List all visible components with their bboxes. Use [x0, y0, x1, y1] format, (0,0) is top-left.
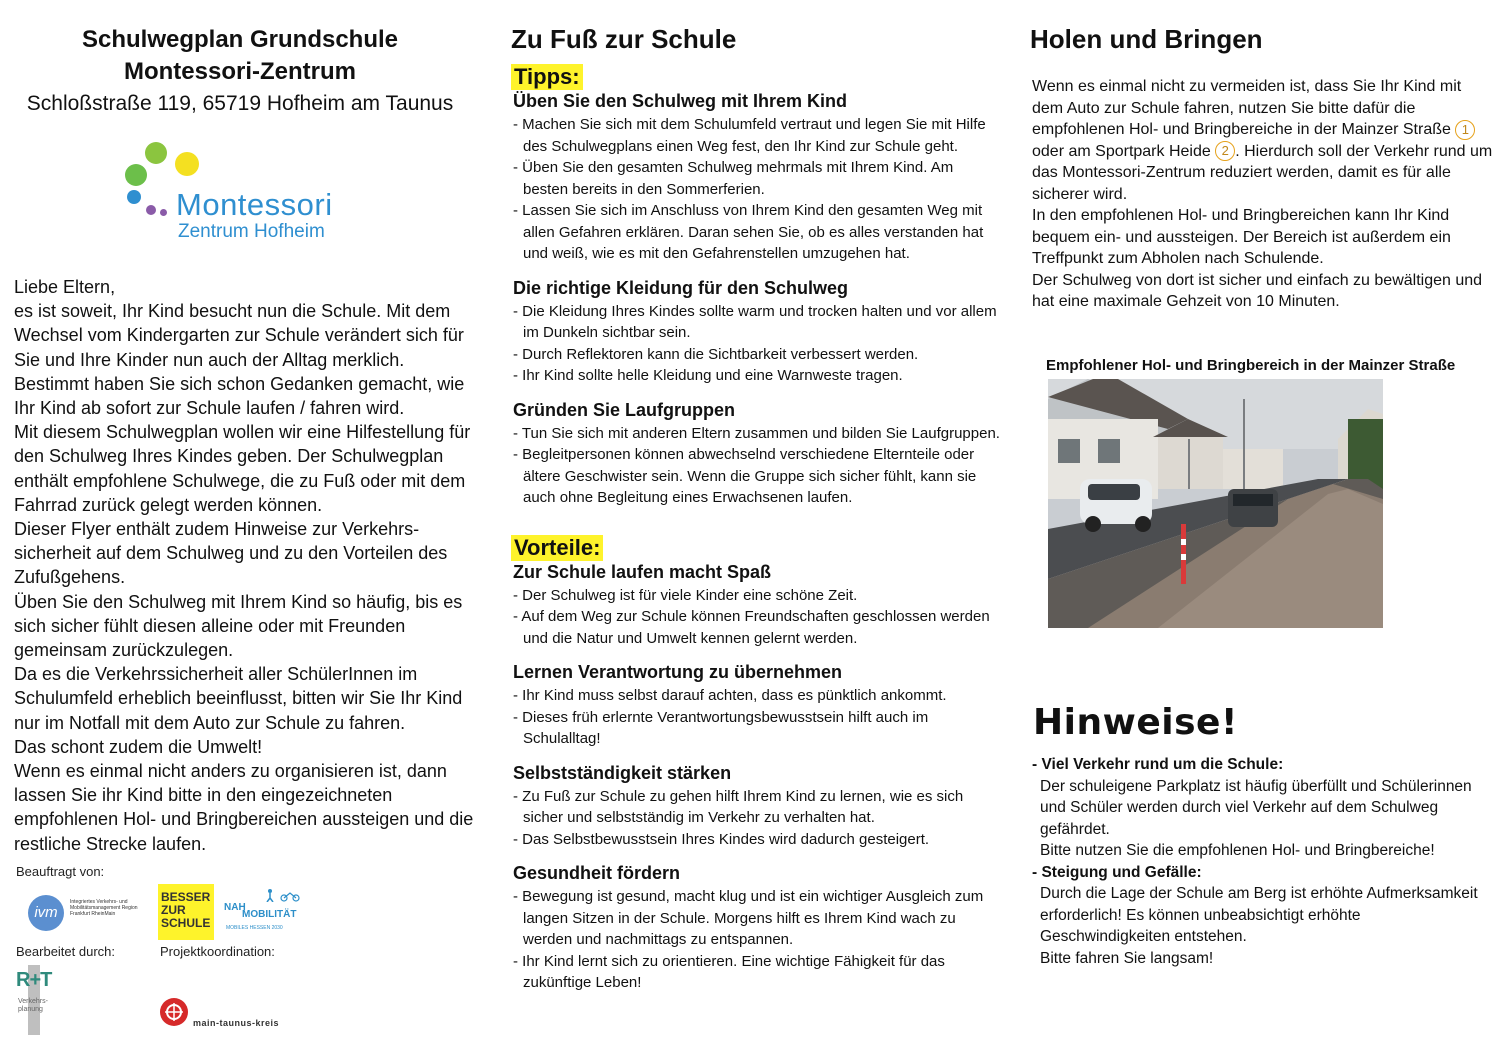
pickup-text-part: Wenn es einmal nicht zu vermeiden ist, dass Sie Ihr Kind mit dem Auto zur Schule fahren, nutzen Sie bitte dafür die empfohlenen Hol- und Bringbereiche in der Mainzer Straße [1032, 78, 1462, 138]
letter-salutation: Liebe Eltern, [14, 277, 116, 297]
mobiles-hessen-text: MOBILES HESSEN 2030 [226, 925, 283, 931]
pickup-text-part: oder am Sportpark Heide [1032, 142, 1211, 160]
notes-list [1032, 754, 1492, 969]
montessori-logo [120, 142, 380, 247]
tip-list [505, 301, 1000, 387]
advantage-item: - Das Selbstbewusstsein Ihres Kindes wird dadurch gesteigert. [513, 829, 1000, 851]
tips-section [505, 277, 1000, 387]
advantage-item: - Auf dem Weg zur Schule können Freundschaften geschlossen werden und die Natur und Umwelt kennen gelernt werden. [513, 606, 1000, 649]
left-column [0, 0, 480, 856]
logo-dot-purple-small [160, 209, 167, 216]
note-heading: - Steigung und Gefälle: [1032, 863, 1202, 881]
pickup-dropoff-heading: Holen und Bringen [1030, 24, 1263, 54]
advantage-item: - Ihr Kind muss selbst darauf achten, dass es pünktlich ankommt. [513, 685, 1000, 707]
tip-item: - Begleitpersonen können abwechselnd verschiedene Elternteile oder ältere Geschwister sein. Wenn die Gruppe sich sicher fühlt, kann sie auch ohne Begleitung eines Erwachsenen laufen. [513, 444, 1000, 509]
note-heading-text: Viel Verkehr rund um die Schule: [1041, 756, 1284, 773]
besser-zur-schule-logo [158, 884, 214, 940]
mobilitaet-text: MOBILITÄT [242, 909, 297, 920]
mtk-text: main-taunus-kreis [193, 1018, 280, 1028]
location-marker-2: 2 [1215, 141, 1235, 161]
letter-paragraph: Mit diesem Schulwegplan wollen wir eine Hilfestellung für den Schulweg Ihres Kindes geben. Der Schulwegplan enthält empfohlene Schulwege, die zu Fuß oder mit dem Fahrrad zurück gelegt werden können. [14, 422, 471, 515]
ivm-mark: ivm [28, 895, 64, 931]
advantage-list [505, 786, 1000, 851]
tip-item: - Ihr Kind sollte helle Kleidung und eine Warnweste tragen. [513, 365, 1000, 387]
walk-to-school-heading: Zu Fuß zur Schule [511, 24, 737, 54]
ivm-logo [28, 893, 143, 933]
advantage-item: - Dieses früh erlernte Verantwortungsbewusstsein hilft auch im Schulalltag! [513, 707, 1000, 750]
letter-paragraph: Wenn es einmal nicht anders zu organisieren ist, dann lassen Sie ihr Kind bitte in den eingezeichneten empfohlenen Hol- und Bringbereichen aussteigen und die restliche Strecke laufen. [14, 761, 474, 854]
tip-heading: Die richtige Kleidung für den Schulweg [513, 277, 849, 298]
edited-by-label: Bearbeitet durch: [16, 944, 116, 959]
parents-letter [14, 275, 474, 856]
note-text: Durch die Lage der Schule am Berg ist erhöhte Aufmerksamkeit erforderlich! Es können unbeabsichtigt erhöhte Geschwindigkeiten entstehen. [1040, 885, 1478, 945]
tip-item: - Üben Sie den gesamten Schulweg mehrmals mit Ihrem Kind. Am besten bereits in den Sommerferien. [513, 157, 1000, 200]
tip-item: - Machen Sie sich mit dem Schulumfeld vertraut und legen Sie mit Hilfe des Schulwegplans einen Weg fest, den Ihr Kind zur Schule geht. [513, 114, 1000, 157]
tips-section [505, 399, 1000, 509]
tips-section [505, 90, 1000, 265]
note-text: Der schuleigene Parkplatz ist häufig überfüllt und Schülerinnen und Schüler werden durch viel Verkehr auf dem Schulweg gefährdet. [1040, 777, 1472, 838]
letter-paragraph: es ist soweit, Ihr Kind besucht nun die Schule. Mit dem Wechsel vom Kindergarten zur Schule verändert sich für Sie und Ihre Kinder nun auch der Alltag merklich. Bestimmt haben Sie sich schon Gedanken gemacht, wie Ihr Kind ab sofort zur Schule laufen / fahren wird. [14, 301, 465, 419]
besser-text: BESSER ZUR SCHULE [161, 890, 211, 930]
pickup-text-part: . Hierdurch soll der Verkehr rund um das Montessori-Zentrum reduziert werden, damit es für alle sicherer wird. [1032, 142, 1493, 203]
logo-wordmark: Montessori [176, 187, 333, 222]
advantage-section [505, 762, 1000, 851]
rt-logo [16, 965, 56, 1035]
logo-dot-green [145, 142, 167, 164]
advantage-item: - Bewegung ist gesund, macht klug und ist ein wichtiger Ausgleich zum langen Sitzen in der Schule. Morgens hilft es Ihrem Kind wach zu werden und nachmittags zu entspannen. [513, 886, 1000, 951]
logo-dot-blue [127, 190, 141, 204]
tip-item: - Lassen Sie sich im Anschluss von Ihrem Kind den gesamten Weg mit allen Gefahren erklären. Daran sehen Sie, ob es alles verstanden hat und weiß, wie es mit den Gefahrenstellen umzugehen hat. [513, 200, 1000, 265]
photo-caption: Empfohlener Hol- und Bringbereich in der Mainzer Straße [1046, 356, 1456, 374]
tip-list [505, 423, 1000, 509]
tip-item: - Tun Sie sich mit anderen Eltern zusammen und bilden Sie Laufgruppen. [513, 423, 1000, 445]
tip-item: - Die Kleidung Ihres Kindes sollte warm und trocken halten und vor allem im Dunkeln sichtbar sein. [513, 301, 1000, 344]
advantage-section [505, 661, 1000, 750]
logo-dot-purple [146, 205, 156, 215]
logo-subtitle: Zentrum Hofheim [178, 221, 325, 242]
notes-heading: Hinweise! [1033, 702, 1238, 743]
middle-column [505, 0, 1000, 994]
note-text: Bitte nutzen Sie die empfohlenen Hol- und Bringbereiche! [1040, 842, 1435, 859]
rt-mark: R+T [16, 969, 52, 991]
project-coordination-label: Projektkoordination: [160, 944, 275, 959]
commissioned-by-label: Beauftragt von: [16, 864, 105, 879]
advantage-item: - Zu Fuß zur Schule zu gehen hilft Ihrem Kind zu lernen, wie es sich sicher und selbstständig im Verkehr zu verhalten hat. [513, 786, 1000, 829]
pickup-paragraph-2: In den empfohlenen Hol- und Bringbereichen kann Ihr Kind bequem ein- und aussteigen. Der Bereich ist außerdem ein Treffpunkt zum Abholen nach Schulende. [1032, 207, 1451, 267]
logo-dot-green2 [125, 164, 147, 186]
tip-list [505, 114, 1000, 265]
rt-sub: Verkehrs-planung [18, 998, 48, 1013]
advantage-section [505, 561, 1000, 650]
street-photo [1048, 379, 1383, 628]
flyer-title [0, 24, 480, 88]
title-line-2: Montessori-Zentrum [123, 58, 356, 85]
letter-paragraph: Üben Sie den Schulweg mit Ihrem Kind so häufig, bis es sich sicher fühlt diesen alleine oder mit Freunden gemeinsam zurückzulegen. [14, 591, 463, 661]
tip-item: - Durch Reflektoren kann die Sichtbarkeit verbessert werden. [513, 344, 1000, 366]
letter-paragraph: Dieser Flyer enthält zudem Hinweise zur Verkehrs-sicherheit auf dem Schulweg und zu den Vorteilen des Zufußgehens. [14, 519, 448, 588]
pickup-paragraph-1 [1032, 76, 1493, 205]
logo-dot-yellow [175, 152, 199, 176]
advantage-list [505, 585, 1000, 650]
advantage-heading: Selbstständigkeit stärken [513, 762, 732, 783]
tip-heading: Gründen Sie Laufgruppen [513, 399, 736, 420]
advantage-list [505, 685, 1000, 750]
advantage-item: - Der Schulweg ist für viele Kinder eine schöne Zeit. [513, 585, 1000, 607]
right-column [1028, 0, 1493, 374]
note-heading: - Viel Verkehr rund um die Schule: [1032, 756, 1284, 773]
note-text: Bitte fahren Sie langsam! [1040, 949, 1214, 967]
nah-text: NAH [224, 902, 246, 913]
mtk-emblem [160, 998, 188, 1026]
nahmobilitaet-logo [224, 888, 304, 938]
note-heading-text: Steigung und Gefälle: [1041, 863, 1202, 881]
mtk-logo [160, 998, 290, 1030]
location-marker-1: 1 [1455, 120, 1475, 140]
letter-paragraph: Da es die Verkehrssicherheit aller SchülerInnen im Schulumfeld erheblich beeinflusst, bitten wir Sie Ihr Kind nur im Notfall mit dem Auto zur Schule zu fahren. [14, 664, 463, 733]
title-line-1: Schulwegplan Grundschule [81, 26, 399, 53]
tipps-label: Tipps: [511, 64, 583, 90]
advantage-item: - Ihr Kind lernt sich zu orientieren. Eine wichtige Fähigkeit für das zukünftige Leben! [513, 951, 1000, 994]
advantage-heading: Lernen Verantwortung zu übernehmen [513, 662, 843, 682]
vorteile-label: Vorteile: [511, 535, 603, 561]
tip-heading: Üben Sie den Schulweg mit Ihrem Kind [513, 91, 848, 111]
advantage-list [505, 886, 1000, 994]
advantage-section [505, 862, 1000, 994]
pickup-text [1032, 76, 1493, 313]
advantage-heading: Gesundheit fördern [513, 863, 681, 883]
ivm-text: Integriertes Verkehrs- und Mobilitätsmanagement Region Frankfurt RheinMain [70, 899, 138, 917]
letter-paragraph: Das schont zudem die Umwelt! [14, 736, 263, 757]
pickup-paragraph-3: Der Schulweg von dort ist sicher und einfach zu bewältigen und hat eine maximale Gehzeit von 10 Minuten. [1032, 271, 1483, 310]
advantage-heading: Zur Schule laufen macht Spaß [513, 561, 772, 582]
school-address: Schloßstraße 119, 65719 Hofheim am Taunus [26, 92, 454, 115]
pedestrian-cyclist-icon [264, 888, 302, 902]
